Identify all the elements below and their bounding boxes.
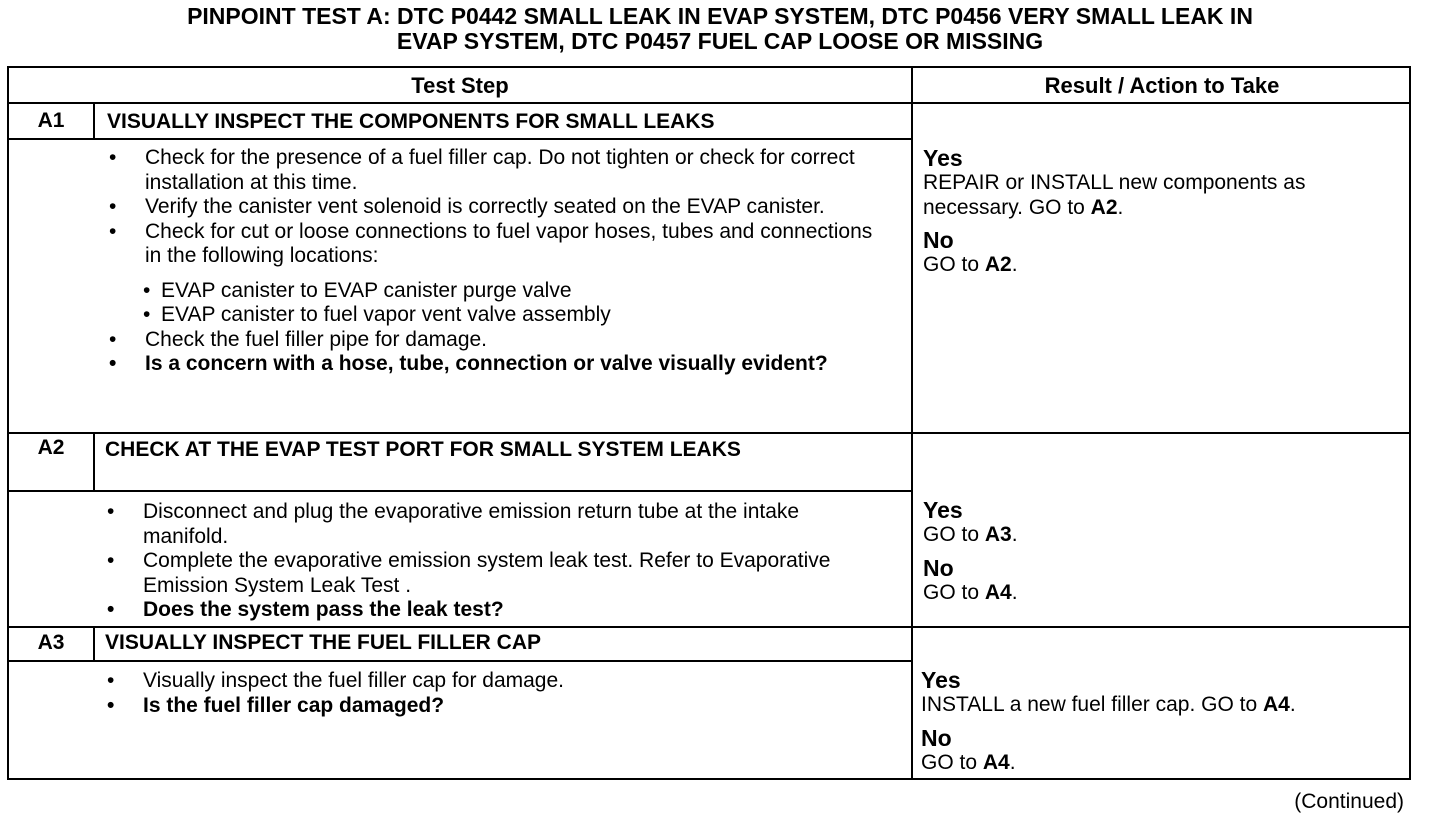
list-item: • Disconnect and plug the evaporative emission return tube at the intake manifold. (103, 500, 873, 549)
goto-step-link: A3 (984, 523, 1012, 546)
goto-step-link: A4 (1262, 693, 1290, 716)
result-a3 (921, 668, 1401, 775)
no-action: GO to A4. (923, 580, 1018, 604)
goto-step-link: A2 (984, 253, 1012, 276)
step-id-a3: A3 (37, 631, 65, 654)
result-a1 (923, 146, 1403, 278)
yes-action: REPAIR or INSTALL new components as necessary. GO to A2. (923, 171, 1306, 219)
yes-label: Yes (921, 667, 961, 693)
list-item: • Verify the canister vent solenoid is correctly seated on the EVAP canister. (105, 195, 875, 220)
step-title-a1: VISUALLY INSPECT THE COMPONENTS FOR SMALL LEAKS (107, 110, 715, 133)
page-title (0, 4, 1440, 54)
step-id-a1: A1 (37, 109, 65, 132)
no-label: No (923, 227, 954, 253)
header-result-action: Result / Action to Take (1044, 73, 1280, 98)
header-rule (9, 102, 1411, 104)
column-divider (911, 68, 913, 780)
list-item: • EVAP canister to EVAP canister purge valve (105, 279, 875, 304)
no-label: No (923, 554, 954, 581)
step-a1-instructions (105, 146, 875, 377)
continued-note: (Continued) (1294, 790, 1404, 813)
result-a2 (923, 498, 1403, 605)
step-title-rule (9, 660, 911, 662)
step-title-rule (9, 138, 911, 140)
yes-label: Yes (923, 145, 963, 171)
header-test-step: Test Step (411, 73, 509, 98)
step-rule (9, 626, 1411, 628)
pinpoint-test-table (7, 66, 1411, 780)
goto-step-link: A4 (982, 750, 1010, 774)
step-rule (9, 432, 1411, 434)
step-id-a2: A2 (37, 436, 65, 459)
list-item: • Is the fuel filler cap damaged? (103, 694, 873, 719)
step-a3-instructions (103, 669, 873, 718)
goto-step-link: A4 (984, 580, 1012, 604)
yes-action: GO to A3. (923, 523, 1018, 546)
list-item: • Check for the presence of a fuel filler cap. Do not tighten or check for correct installation at this time. (105, 146, 875, 195)
step-title-rule (9, 490, 911, 492)
list-item: • Complete the evaporative emission system leak test. Refer to Evaporative Emission System Leak Test . (103, 549, 873, 598)
list-item: • Check the fuel filler pipe for damage. (105, 328, 875, 353)
list-item: • Is a concern with a hose, tube, connection or valve visually evident? (105, 352, 875, 377)
step-id-divider (93, 104, 95, 140)
list-item: • EVAP canister to fuel vapor vent valve assembly (105, 303, 875, 328)
yes-action: INSTALL a new fuel filler cap. GO to A4. (921, 693, 1296, 716)
no-label: No (921, 724, 952, 751)
no-action: GO to A4. (921, 750, 1016, 774)
step-a2-instructions (103, 500, 873, 623)
step-id-divider (93, 434, 95, 492)
step-title-a2: CHECK AT THE EVAP TEST PORT FOR SMALL SYSTEM LEAKS (105, 438, 741, 461)
page-title-line-2: EVAP SYSTEM, DTC P0457 FUEL CAP LOOSE OR MISSING (396, 28, 1044, 54)
step-title-a3: VISUALLY INSPECT THE FUEL FILLER CAP (105, 631, 541, 654)
no-action: GO to A2. (923, 253, 1018, 276)
list-item: • Visually inspect the fuel filler cap for damage. (103, 669, 873, 694)
list-item: • Does the system pass the leak test? (103, 598, 873, 623)
list-item: • Check for cut or loose connections to fuel vapor hoses, tubes and connections in the following locations: (105, 220, 875, 269)
page-title-line-1: PINPOINT TEST A: DTC P0442 SMALL LEAK IN EVAP SYSTEM, DTC P0456 VERY SMALL LEAK IN (187, 3, 1253, 29)
step-id-divider (93, 628, 95, 662)
goto-step-link: A2 (1090, 195, 1118, 219)
yes-label: Yes (923, 497, 963, 523)
